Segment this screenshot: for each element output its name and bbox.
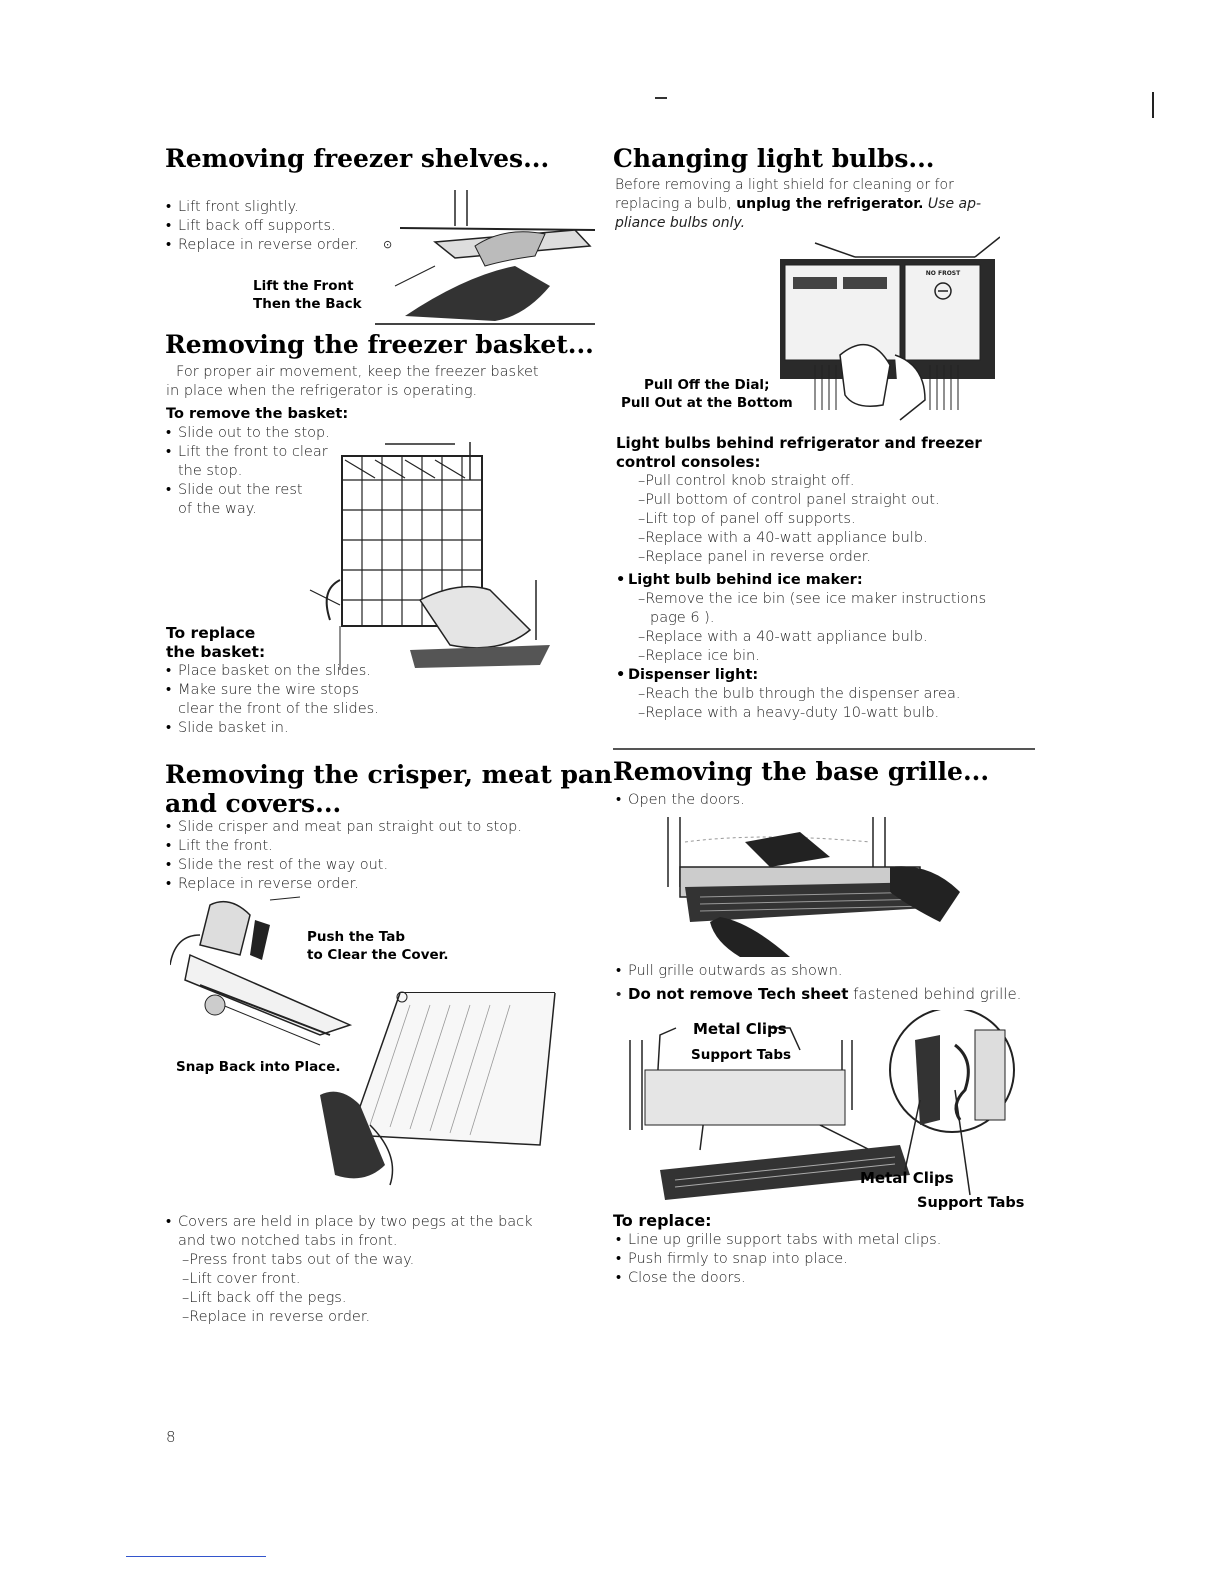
list-item: • Replace in reverse order. [166, 236, 359, 255]
list-item: • Slide the rest of the way out. [166, 856, 522, 875]
grille-pull-step [616, 962, 843, 981]
list-item: of the way. [178, 501, 257, 517]
section-title-light-bulbs: Changing light bulbs... [613, 144, 935, 173]
list-item: • Slide out to the stop. [166, 424, 330, 443]
basket-replace-heading-2: the basket: [166, 643, 266, 661]
basket-intro-line-1: For proper air movement, keep the freezer basket [176, 364, 539, 380]
list-item: – Reach the bulb through the dispenser area. [616, 685, 986, 704]
basket-replace-heading-1: To replace [166, 624, 256, 642]
crisper-steps [166, 818, 522, 894]
grille-replace-heading: To replace: [613, 1211, 712, 1230]
list-item: • Lift the front to clear [166, 443, 330, 462]
list-item: page 6 ). [650, 610, 715, 626]
list-item: – Replace in reverse order. [166, 1308, 533, 1327]
bulbs-intro-part: replacing a bulb, [615, 196, 737, 212]
section-title-crisper-line-2: and covers... [165, 789, 342, 818]
icemaker-heading: • Light bulb behind ice maker: [616, 571, 986, 590]
list-item: clear the front of the slides. [178, 701, 379, 717]
tech-sheet-warning-bold: Do not remove Tech sheet [628, 985, 849, 1003]
list-item: • Covers are held in place by two pegs at the back [166, 1213, 533, 1232]
consoles-steps [622, 472, 940, 567]
freezer-shelf-illustration [375, 186, 595, 326]
freezer-shelves-steps [166, 198, 359, 255]
base-grille-illustration [660, 812, 965, 957]
list-item: • Slide crisper and meat pan straight out to stop. [166, 818, 522, 837]
list-item: – Lift top of panel off supports. [622, 510, 940, 529]
section-title-freezer-basket: Removing the freezer basket... [165, 330, 594, 359]
caption-pull-out-bottom: Pull Out at the Bottom [621, 395, 793, 411]
list-item: – Replace ice bin. [616, 647, 986, 666]
caption-metal-clips-bottom: Metal Clips [860, 1169, 954, 1187]
scan-mark [655, 97, 667, 99]
list-item: the stop. [178, 463, 243, 479]
tech-sheet-warning: • Do not remove Tech sheet fastened behind grille. [616, 985, 1022, 1003]
svg-text:⊙: ⊙ [383, 238, 393, 251]
list-item: – Remove the ice bin (see ice maker instructions [616, 590, 986, 609]
unplug-warning: unplug the refrigerator. [736, 196, 924, 212]
list-item: – Replace panel in reverse order. [622, 548, 940, 567]
page-number: 8 [166, 1428, 176, 1446]
control-console-illustration [775, 235, 1000, 425]
caption-push-tab-2: to Clear the Cover. [307, 947, 449, 963]
list-item: – Press front tabs out of the way. [166, 1251, 533, 1270]
caption-support-tabs-top: Support Tabs [691, 1047, 792, 1063]
list-item: – Pull control knob straight off. [622, 472, 940, 491]
caption-then-back: Then the Back [253, 296, 362, 312]
list-item: • Place basket on the slides. [166, 662, 379, 681]
bulbs-intro-line-3: pliance bulbs only. [615, 215, 746, 231]
section-title-crisper-line-1: Removing the crisper, meat pan [165, 760, 613, 789]
list-item: • Make sure the wire stops [166, 681, 379, 700]
console-label: NO FROST [925, 270, 961, 277]
list-item: • Slide out the rest [166, 481, 330, 500]
bulbs-intro-part: Use ap- [923, 196, 982, 212]
caption-support-tabs-bottom: Support Tabs [917, 1195, 1025, 1211]
list-item: • Lift the front. [166, 837, 522, 856]
list-item: and two notched tabs in front. [178, 1233, 398, 1249]
basket-replace-steps [166, 662, 379, 738]
scan-mark [1152, 92, 1154, 118]
caption-lift-front: Lift the Front [253, 278, 354, 294]
section-title-freezer-shelves: Removing freezer shelves... [165, 144, 550, 173]
list-item: • Slide basket in. [166, 719, 379, 738]
bottom-rule [126, 1556, 266, 1557]
grille-open-step [616, 791, 745, 810]
list-item: • Lift back off supports. [166, 217, 359, 236]
consoles-heading-1: Light bulbs behind refrigerator and freezer [616, 434, 982, 452]
list-item: • Pull grille outwards as shown. [616, 962, 843, 981]
section-title-base-grille: Removing the base grille... [613, 757, 990, 786]
list-item: • Push firmly to snap into place. [616, 1250, 941, 1269]
tech-sheet-warning-rest: fastened behind grille. [848, 985, 1022, 1003]
dispenser-heading: • Dispenser light: [616, 666, 986, 685]
basket-remove-heading: To remove the basket: [166, 406, 349, 422]
list-item: – Replace with a 40-watt appliance bulb. [616, 628, 986, 647]
covers-notes [166, 1213, 533, 1327]
list-item: – Replace with a heavy-duty 10-watt bulb. [616, 704, 986, 723]
list-item: • Open the doors. [616, 791, 745, 810]
list-item: • Line up grille support tabs with metal clips. [616, 1231, 941, 1250]
list-item: – Pull bottom of control panel straight out. [622, 491, 940, 510]
basket-intro-line-2: in place when the refrigerator is operating. [166, 383, 478, 399]
caption-metal-clips-top: Metal Clips [693, 1020, 787, 1038]
list-item: • Replace in reverse order. [166, 875, 522, 894]
list-item: – Lift back off the pegs. [166, 1289, 533, 1308]
freezer-basket-illustration [300, 440, 550, 680]
grille-clips-illustration [620, 1010, 1020, 1200]
section-divider [613, 748, 1035, 750]
caption-pull-off-dial: Pull Off the Dial; [644, 377, 770, 393]
list-item: – Lift cover front. [166, 1270, 533, 1289]
caption-push-tab-1: Push the Tab [307, 929, 406, 945]
caption-snap-back: Snap Back into Place. [176, 1059, 341, 1075]
icemaker-and-dispenser [616, 571, 986, 723]
consoles-heading-2: control consoles: [616, 453, 761, 471]
bulbs-intro-line-2 [615, 195, 981, 214]
grille-replace-steps [616, 1231, 941, 1288]
list-item: – Replace with a 40-watt appliance bulb. [622, 529, 940, 548]
bulbs-intro-line-1: Before removing a light shield for cleaning or for [615, 177, 954, 193]
list-item: • Lift front slightly. [166, 198, 359, 217]
list-item: • Close the doors. [616, 1269, 941, 1288]
